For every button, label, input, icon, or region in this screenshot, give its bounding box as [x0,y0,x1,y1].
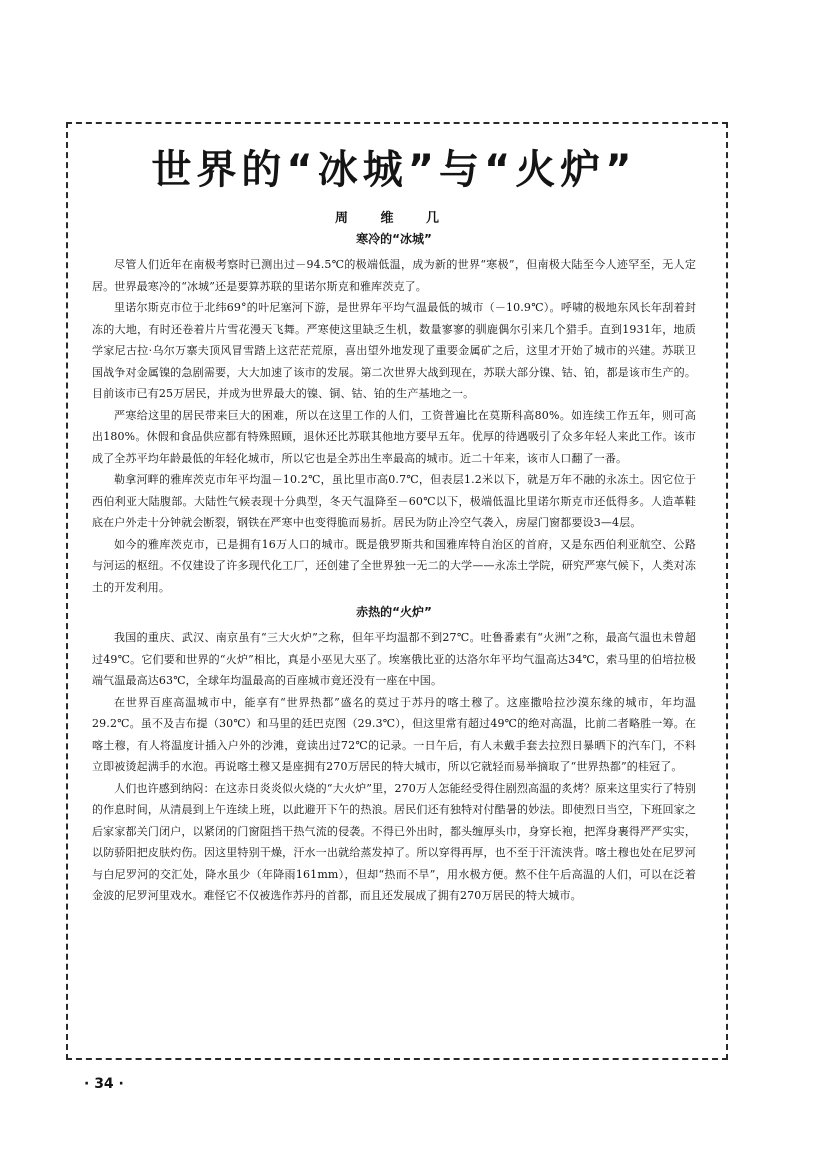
paragraph: 尽管人们近年在南极考察时已测出过－94.5℃的极端低温，成为新的世界“寒极”，但南极大陆至今人迹罕至，无人定居。世界最寒冷的“冰城”还是要算苏联的里诺尔斯克和雅库茨克了。 [92,258,696,293]
paragraph: 在世界百座高温城市中，能享有“世界热都”盛名的莫过于苏丹的喀土穆了。这座撒哈拉沙漠东缘的城市，年均温29.2℃。虽不及吉布提（30℃）和马里的廷巴克图（29.3℃），但这里常有超过49℃的绝对高温，比前二者略胜一筹。在喀土穆，有人将温度计插入户外的沙滩，竟读出过72℃的记录。一日午后，有人未戴手套去拉烈日暴晒下的汽车门，不料立即被烫起满手的水泡。再说喀土穆又是座拥有270万居民的特大城市，所以它就轻而易举摘取了“世界热都”的桂冠了。 [92,695,696,773]
paragraph: 我国的重庆、武汉、南京虽有“三大火炉”之称，但年平均温都不到27℃。吐鲁番素有“火洲”之称，最高气温也未曾超过49℃。它们要和世界的“火炉”相比，真是小巫见大巫了。埃塞俄比亚的达洛尔年平均气温高达34℃，索马里的伯培拉极端气温最高达63℃，全球年均温最高的百座城市竟还没有一座在中国。 [92,631,696,687]
section-heading: 寒冷的“冰城” [356,232,432,246]
page-number: · 34 · [84,1076,124,1092]
paragraph: 勒拿河畔的雅库茨克市年平均温－10.2℃，虽比里市高0.7℃，但表层1.2米以下，就是万年不融的永冻土。因它位于西伯利亚大陆腹部。大陆性气候表现十分典型，冬天气温降至－60℃以下，极端低温比里诺尔斯克市还低得多。人造革鞋底在户外走十分钟就会断裂，钢铁在严寒中也变得脆而易折。居民为防止冷空气袭入，房屋门窗都要设3—4层。 [92,473,696,529]
paragraph: 如今的雅库茨克市，已是拥有16万人口的城市。既是俄罗斯共和国雅库特自治区的首府，又是东西伯利亚航空、公路与河运的枢纽。不仅建设了许多现代化工厂，还创建了全世界独一无二的大学——永冻土学院，研究严寒气候下，人类对冻土的开发利用。 [92,537,696,594]
paragraph: 人们也许感到纳闷：在这赤日炎炎似火烧的“大火炉”里，270万人怎能经受得住剧烈高温的炙烤？原来这里实行了特别的作息时间，从清晨到上午连续上班，以此避开下午的热浪。居民们还有独特对付酷暑的妙法。即使烈日当空，下班回家之后家家都关门闭户，以紧闭的门窗阻挡干热气流的侵袭。不得已外出时，都头缠厚头巾，身穿长袍，把浑身裹得严严实实，以防骄阳把皮肤灼伤。因这里特别干燥，汗水一出就给蒸发掉了。所以穿得再厚，也不至于汗流浃背。喀土穆也处在尼罗河与白尼罗河的交汇处，降水虽少（年降雨161mm），但却“热而不旱”，用水极方便。熬不住午后高温的人们，可以在泛着金波的尼罗河里戏水。难怪它不仅被选作苏丹的首都，而且还发展成了拥有270万居民的特大城市。 [92,781,696,902]
article-title: 世界的“冰城”与“火炉” [151,147,637,193]
section-cold-city [92,230,696,598]
paragraph: 严寒给这里的居民带来巨大的困难，所以在这里工作的人们，工资普遍比在莫斯科高80%。如连续工作五年，则可高出180%。休假和食品供应都有特殊照顾，退休还比苏联其他地方要早五年。优厚的待遇吸引了众多年轻人来此工作。该市成了全苏平均年龄最低的年轻化城市，所以它也是全苏出生率最高的城市。近二十年来，该市人口翻了一番。 [92,408,696,465]
section-heading: 赤热的“火炉” [356,605,432,619]
article [92,145,696,907]
paragraph: 里诺尔斯克市位于北纬69°的叶尼塞河下游，是世界年平均气温最低的城市（－10.9℃）。呼啸的极地东风长年刮着封冻的大地，有时还卷着片片雪花漫天飞舞。严寒使这里缺乏生机，数量寥寥的驯鹿偶尔引来几个猎手。直到1931年，地质学家尼古拉·乌尔万寨夫顶风冒雪踏上这茫茫荒原，喜出望外地发现了重要金属矿之后，这里才开始了城市的兴建。苏联卫国战争对金属镍的急剧需要，大大加速了该市的发展。第二次世界大战到现在，苏联大部分镍、钴、铂，都是该市生产的。目前该市已有25万居民，并成为世界最大的镍、铜、钴、铂的生产基地之一。 [92,301,696,400]
section-hot-furnace [92,603,696,907]
article-author: 周 维 几 [334,211,454,226]
